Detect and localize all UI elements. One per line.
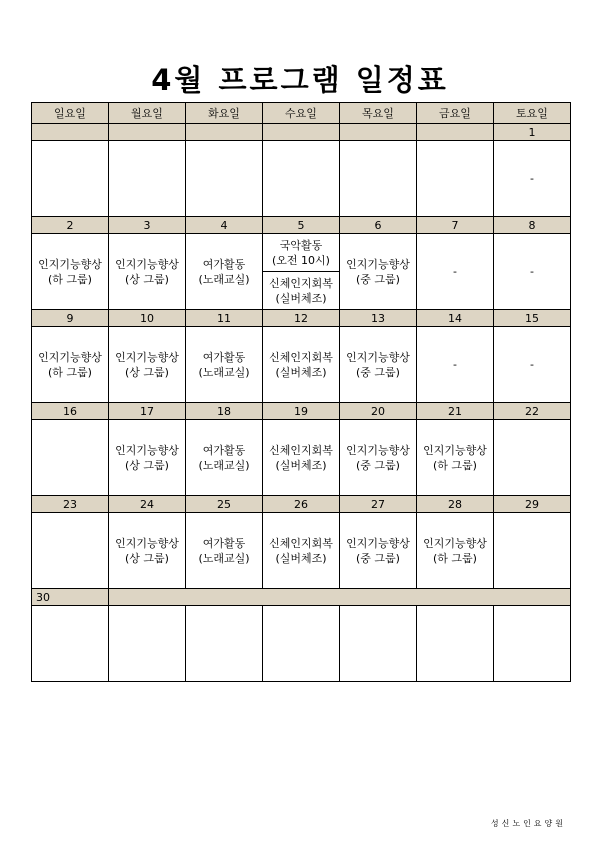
date-number: 14: [417, 310, 494, 327]
schedule-cell: [494, 513, 571, 589]
date-number: [340, 124, 417, 141]
program-text: (노래교실): [198, 458, 250, 472]
date-number: 30: [32, 589, 109, 606]
program-text: 여가활동: [202, 350, 246, 364]
schedule-cell: [263, 606, 340, 682]
schedule-cell: [186, 327, 263, 403]
schedule-row: [32, 420, 571, 496]
weekday-sun: 일요일: [32, 103, 109, 124]
date-number: 9: [32, 310, 109, 327]
date-number: 16: [32, 403, 109, 420]
program-text: 여가활동: [202, 536, 246, 550]
date-number: 29: [494, 496, 571, 513]
date-number: 22: [494, 403, 571, 420]
program-text: 인지기능향상: [115, 536, 179, 550]
program-text: 신체인지회복: [269, 443, 333, 457]
schedule-cell: [109, 420, 186, 496]
schedule-cell: [494, 606, 571, 682]
schedule-cell: [109, 141, 186, 217]
schedule-cell: [186, 234, 263, 310]
weekday-mon: 월요일: [109, 103, 186, 124]
date-number-row: [32, 496, 571, 513]
program-text: (하 그룹): [433, 458, 477, 472]
date-number: 23: [32, 496, 109, 513]
schedule-cell: [263, 234, 340, 310]
schedule-cell-bottom: [263, 271, 339, 309]
schedule-cell: [417, 606, 494, 682]
schedule-cell: [186, 141, 263, 217]
split-schedule-cell: [263, 234, 339, 309]
program-text: (중 그룹): [356, 458, 400, 472]
schedule-cell: [494, 141, 571, 217]
program-text: (상 그룹): [125, 551, 169, 565]
program-text: 신체인지회복: [269, 276, 333, 290]
date-number-row: [32, 217, 571, 234]
program-text: (실버체조): [275, 551, 327, 565]
schedule-cell: [32, 513, 109, 589]
date-number-row: [32, 124, 571, 141]
weekday-header-row: [32, 103, 571, 124]
date-number-row: [32, 310, 571, 327]
program-text: (노래교실): [198, 272, 250, 286]
schedule-cell: [494, 420, 571, 496]
schedule-cell: [109, 513, 186, 589]
program-text: (오전 10시): [272, 253, 330, 267]
schedule-cell: [109, 327, 186, 403]
date-number: [109, 124, 186, 141]
weekday-fri: 금요일: [417, 103, 494, 124]
schedule-cell: [417, 513, 494, 589]
date-number: 17: [109, 403, 186, 420]
schedule-cell: [186, 606, 263, 682]
program-text: (상 그룹): [125, 272, 169, 286]
program-text: 국악활동: [279, 238, 323, 252]
schedule-cell: [417, 234, 494, 310]
program-text: (상 그룹): [125, 365, 169, 379]
date-number: 19: [263, 403, 340, 420]
date-number: 15: [494, 310, 571, 327]
date-number: 20: [340, 403, 417, 420]
no-program-dash: -: [530, 358, 534, 371]
date-number: 25: [186, 496, 263, 513]
program-text: 인지기능향상: [346, 536, 410, 550]
schedule-cell: [32, 141, 109, 217]
no-program-dash: -: [530, 265, 534, 278]
date-number: 8: [494, 217, 571, 234]
program-text: (하 그룹): [48, 272, 92, 286]
schedule-cell: [32, 606, 109, 682]
no-program-dash: -: [530, 172, 534, 185]
calendar-table: [31, 102, 571, 682]
schedule-cell: [263, 420, 340, 496]
schedule-cell: [417, 141, 494, 217]
program-text: (중 그룹): [356, 551, 400, 565]
date-number: 3: [109, 217, 186, 234]
program-text: (실버체조): [275, 291, 327, 305]
schedule-cell: [109, 234, 186, 310]
program-text: 신체인지회복: [269, 350, 333, 364]
weekday-wed: 수요일: [263, 103, 340, 124]
date-number: 21: [417, 403, 494, 420]
no-program-dash: -: [453, 265, 457, 278]
program-text: 인지기능향상: [115, 350, 179, 364]
schedule-cell: [263, 141, 340, 217]
schedule-cell: [494, 327, 571, 403]
weekday-sat: 토요일: [494, 103, 571, 124]
schedule-cell-top: [263, 234, 339, 271]
program-text: 인지기능향상: [115, 257, 179, 271]
program-text: (실버체조): [275, 458, 327, 472]
schedule-cell: [417, 420, 494, 496]
schedule-row: [32, 234, 571, 310]
schedule-cell: [32, 327, 109, 403]
date-number: 1: [494, 124, 571, 141]
page-title: 4월 프로그램 일정표: [151, 63, 449, 97]
schedule-cell: [109, 606, 186, 682]
date-number: 7: [417, 217, 494, 234]
schedule-row: [32, 513, 571, 589]
date-number-row: [32, 403, 571, 420]
program-text: (중 그룹): [356, 272, 400, 286]
program-text: 인지기능향상: [423, 443, 487, 457]
no-program-dash: -: [453, 358, 457, 371]
program-text: 신체인지회복: [269, 536, 333, 550]
program-text: 여가활동: [202, 257, 246, 271]
date-number: [186, 124, 263, 141]
schedule-cell: [32, 234, 109, 310]
schedule-cell: [263, 327, 340, 403]
date-number: 27: [340, 496, 417, 513]
date-number: [32, 124, 109, 141]
program-text: 인지기능향상: [346, 257, 410, 271]
program-text: (하 그룹): [433, 551, 477, 565]
date-number-row: [32, 589, 571, 606]
program-text: (상 그룹): [125, 458, 169, 472]
program-text: 인지기능향상: [423, 536, 487, 550]
program-text: 인지기능향상: [346, 350, 410, 364]
schedule-cell: [340, 327, 417, 403]
program-text: 인지기능향상: [38, 257, 102, 271]
date-number: 13: [340, 310, 417, 327]
schedule-cell: [340, 513, 417, 589]
date-number: 4: [186, 217, 263, 234]
schedule-row: [32, 606, 571, 682]
date-number: 28: [417, 496, 494, 513]
date-number-empty: [109, 589, 571, 606]
schedule-cell: [32, 420, 109, 496]
schedule-row: [32, 327, 571, 403]
date-number: 26: [263, 496, 340, 513]
date-number: 18: [186, 403, 263, 420]
weekday-thu: 목요일: [340, 103, 417, 124]
schedule-cell: [340, 420, 417, 496]
date-number: [263, 124, 340, 141]
schedule-cell: [494, 234, 571, 310]
date-number: 5: [263, 217, 340, 234]
date-number: [417, 124, 494, 141]
program-text: 인지기능향상: [115, 443, 179, 457]
date-number: 11: [186, 310, 263, 327]
footer-org-name: 성신노인요양원: [490, 819, 566, 828]
program-text: 여가활동: [202, 443, 246, 457]
program-text: (노래교실): [198, 365, 250, 379]
schedule-cell: [263, 513, 340, 589]
program-text: 인지기능향상: [346, 443, 410, 457]
schedule-cell: [340, 234, 417, 310]
date-number: 12: [263, 310, 340, 327]
date-number: 24: [109, 496, 186, 513]
schedule-cell: [186, 513, 263, 589]
date-number: 2: [32, 217, 109, 234]
weekday-tue: 화요일: [186, 103, 263, 124]
program-text: (하 그룹): [48, 365, 92, 379]
date-number: 6: [340, 217, 417, 234]
schedule-cell: [186, 420, 263, 496]
program-text: (노래교실): [198, 551, 250, 565]
program-text: (중 그룹): [356, 365, 400, 379]
program-text: (실버체조): [275, 365, 327, 379]
schedule-cell: [417, 327, 494, 403]
date-number: 10: [109, 310, 186, 327]
schedule-row: [32, 141, 571, 217]
program-text: 인지기능향상: [38, 350, 102, 364]
schedule-cell: [340, 606, 417, 682]
schedule-cell: [340, 141, 417, 217]
